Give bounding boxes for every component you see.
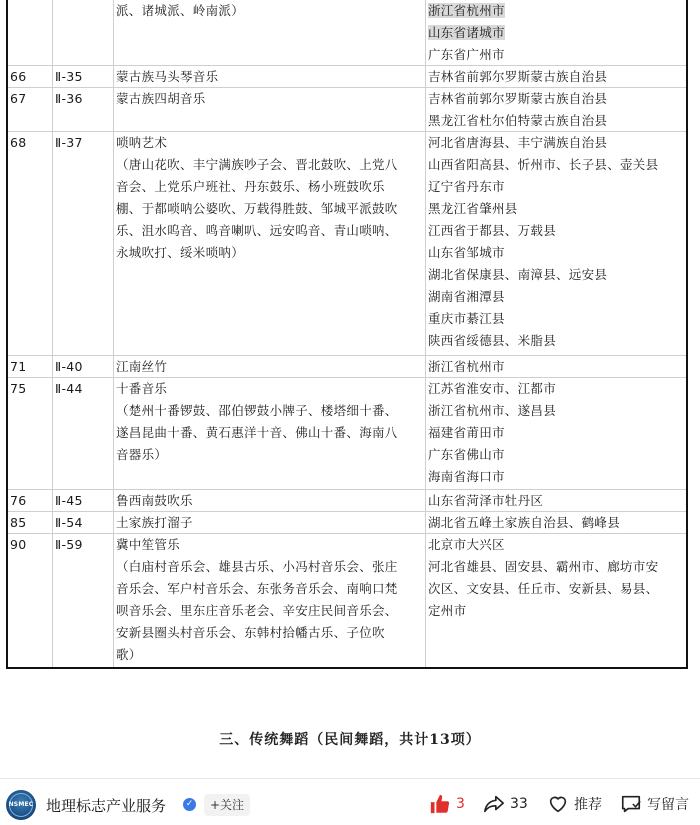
comment-label: 写留言 xyxy=(647,797,689,813)
comment-button[interactable] xyxy=(620,791,689,817)
heart-icon xyxy=(547,793,569,815)
table-row: 75 Ⅱ-44 十番音乐 （楚州十番锣鼓、邵伯锣鼓小牌子、楼塔细十番、 遂昌昆曲十番、黄石惠洋十音、佛山十番、海南八 音器乐） 江苏省淮安市、江都市 浙江省杭州市、遂昌县 福建省莆田市 广东省佛山市 海南省海口市 xyxy=(8,378,686,490)
thumbs-up-icon xyxy=(429,793,451,815)
highlighted-text[interactable]: 浙江省杭州市 xyxy=(428,3,505,18)
table-row: 67 Ⅱ-36 蒙古族四胡音乐 吉林省前郭尔罗斯蒙古族自治县 黑龙江省杜尔伯特蒙古族自治县 xyxy=(8,88,686,132)
table-row: 85 Ⅱ-54 土家族打溜子 湖北省五峰土家族自治县、鹤峰县 xyxy=(8,512,686,534)
avatar[interactable] xyxy=(6,790,36,820)
verified-badge-icon: ✓ xyxy=(183,798,196,811)
recommend-button[interactable] xyxy=(547,791,602,817)
comment-icon xyxy=(620,793,642,815)
cell-places: 浙江省杭州市 山东省诸城市 广东省广州市 xyxy=(428,3,505,62)
account-name[interactable]: 地理标志产业服务 xyxy=(46,797,167,815)
table-row: 68 Ⅱ-37 唢呐艺术 （唐山花吹、丰宁满族吵子会、晋北鼓吹、上党八 音会、上党乐户班社、丹东鼓乐、杨小班鼓吹乐 棚、于都唢呐公婆吹、万载得胜鼓、邹城平派鼓吹 乐、沮水呜音、鸣音喇叭、远安呜音、青山唢呐、 永城吹打、绥米唢呐） 河北省唐海县、丰宁满族自治县 山西省阳高县、忻州市、长子县、壶关县 辽宁省丹东市 黑龙江省肇州县 江西省于都县、万载县 山东省邹城市 湖北省保康县、南漳县、远安县 湖南省湘潭县 重庆市綦江县 陕西省绥德县、米脂县 xyxy=(8,132,686,356)
recommend-label: 推荐 xyxy=(574,797,602,813)
like-count: 3 xyxy=(456,796,465,812)
heritage-table xyxy=(6,0,688,669)
section-title: 三、传统舞蹈（民间舞蹈，共计13项） xyxy=(219,732,481,748)
share-button[interactable] xyxy=(483,791,528,817)
follow-button[interactable]: +关注 xyxy=(204,794,250,816)
cell-no xyxy=(8,0,53,65)
like-button[interactable] xyxy=(429,791,465,817)
share-count: 33 xyxy=(510,796,528,812)
cell-code xyxy=(53,0,114,65)
table-row: 66 Ⅱ-35 蒙古族马头琴音乐 吉林省前郭尔罗斯蒙古族自治县 xyxy=(8,66,686,88)
table-row: 76 Ⅱ-45 鲁西南鼓吹乐 山东省菏泽市牡丹区 xyxy=(8,490,686,512)
article-bottom-bar xyxy=(0,778,700,825)
table-row: 71 Ⅱ-40 江南丝竹 浙江省杭州市 xyxy=(8,356,686,378)
table-row xyxy=(8,0,686,66)
table-row: 90 Ⅱ-59 冀中笙管乐 （白庙村音乐会、雄县古乐、小冯村音乐会、张庄 音乐会、军户村音乐会、东张务音乐会、南响口梵 呗音乐会、里东庄音乐老会、辛安庄民间音乐会、 安新县圈头村音乐会、东韩村拾幡古乐、子位吹 歌） 北京市大兴区 河北省雄县、固安县、霸州市、廊坊市安 次区、文安县、任丘市、安新县、易县、 定州市 xyxy=(8,534,686,667)
highlighted-text[interactable]: 山东省诸城市 xyxy=(428,25,505,40)
share-icon xyxy=(483,793,505,815)
cell-name: 派、诸城派、岭南派） xyxy=(114,0,426,65)
avatar-logo-text: NSMEC xyxy=(8,801,34,808)
